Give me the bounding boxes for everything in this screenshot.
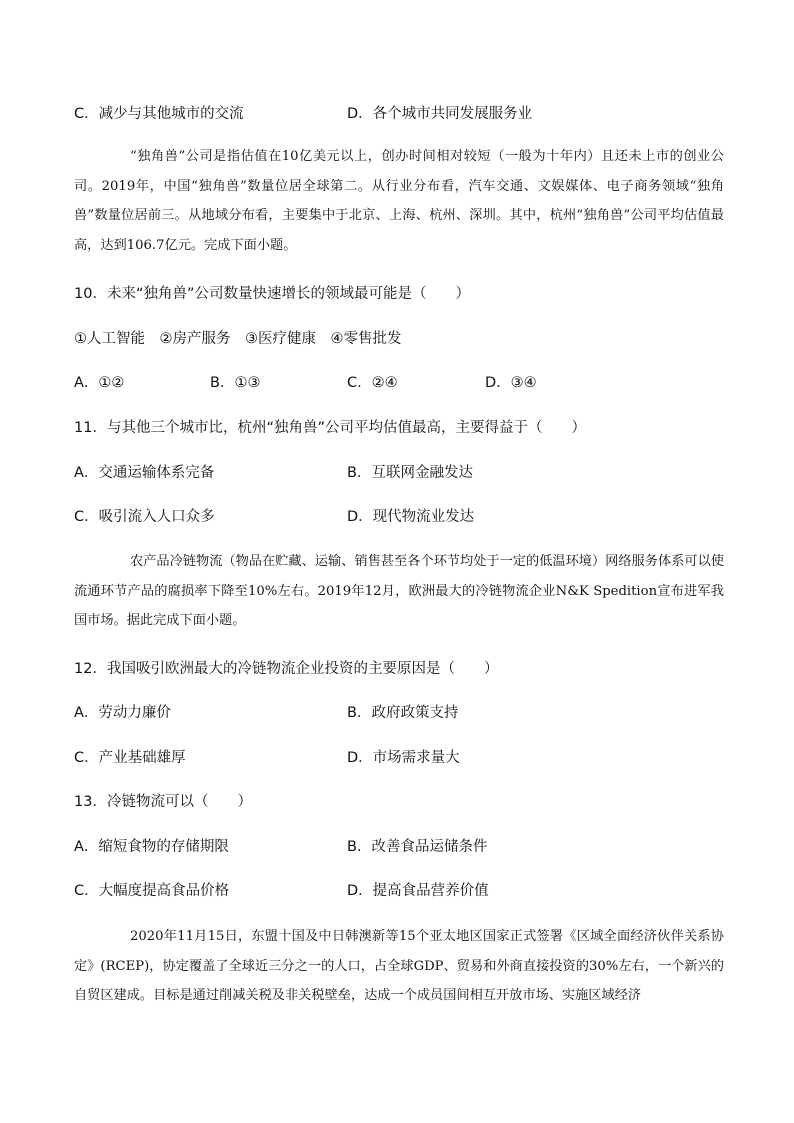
q10-stem: 10．未来“独角兽”公司数量快速增长的领域最可能是（ ） — [74, 286, 470, 302]
q11-option-c: C．吸引流入人口众多 — [74, 509, 215, 525]
q11-stem: 11．与其他三个城市比，杭州“独角兽”公司平均估值最高，主要得益于（ ） — [74, 420, 586, 436]
passage-rcep — [74, 922, 724, 1011]
passage-rcep-text: 2020年11月15日，东盟十国及中日韩澳新等15个亚太地区国家正式签署《区域全面经济伙伴关系协定》(RCEP)，协定覆盖了全球近三分之一的人口，占全球GDP、贸易和外商直接投资的30%左右，一个新兴的自贸区建成。目标是通过削减关税及非关税壁垒，达成一个成员国间相互开放市场、实施区域经济 — [74, 929, 724, 1004]
q12-stem: 12．我国吸引欧洲最大的冷链物流企业投资的主要原因是（ ） — [74, 661, 499, 677]
q13-option-a: A．缩短食物的存储期限 — [74, 839, 229, 855]
q10-option-a: A．①② — [74, 375, 125, 391]
q11-option-a: A．交通运输体系完备 — [74, 465, 215, 481]
q13-option-b: B．改善食品运储条件 — [347, 839, 488, 855]
q12-option-a: A．劳动力廉价 — [74, 705, 171, 721]
q11-option-d: D．现代物流业发达 — [347, 509, 475, 525]
q9-option-d: D．各个城市共同发展服务业 — [347, 106, 533, 122]
q13-option-c: C．大幅度提高食品价格 — [74, 883, 230, 899]
q13-stem: 13．冷链物流可以（ ） — [74, 794, 252, 810]
passage-unicorn-text: “独角兽”公司是指估值在10亿美元以上，创办时间相对较短（一般为十年内）且还未上市的创业公司。2019年，中国“独角兽”数量位居全球第二。从行业分布看，汽车交通、文娱媒体、电子商务领域“独角兽”数量位居前三。从地域分布看，主要集中于北京、上海、杭州、深圳。其中，杭州“独角兽”公司平均估值最高，达到106.7亿元。完成下面小题。 — [74, 149, 724, 254]
q12-option-d: D．市场需求量大 — [347, 750, 460, 766]
q10-option-b: B．①③ — [210, 375, 261, 391]
q10-option-c: C．②④ — [347, 375, 398, 391]
q10-option-d: D．③④ — [485, 375, 537, 391]
q11-option-b: B．互联网金融发达 — [347, 465, 473, 481]
passage-cold-chain — [74, 547, 724, 636]
q13-option-d: D．提高食品营养价值 — [347, 883, 489, 899]
passage-cold-chain-text: 农产品冷链物流（物品在贮藏、运输、销售甚至各个环节均处于一定的低温环境）网络服务体系可以使流通环节产品的腐损率下降至10%左右。2019年12月，欧洲最大的冷链物流企业N&K Spedition宣布进军我国市场。据此完成下面小题。 — [74, 554, 724, 629]
passage-unicorn — [74, 142, 724, 261]
q10-items: ①人工智能 ②房产服务 ③医疗健康 ④零售批发 — [74, 331, 402, 347]
q12-option-c: C．产业基础雄厚 — [74, 750, 186, 766]
q12-option-b: B．政府政策支持 — [347, 705, 459, 721]
q9-option-c: C．减少与其他城市的交流 — [74, 106, 244, 122]
